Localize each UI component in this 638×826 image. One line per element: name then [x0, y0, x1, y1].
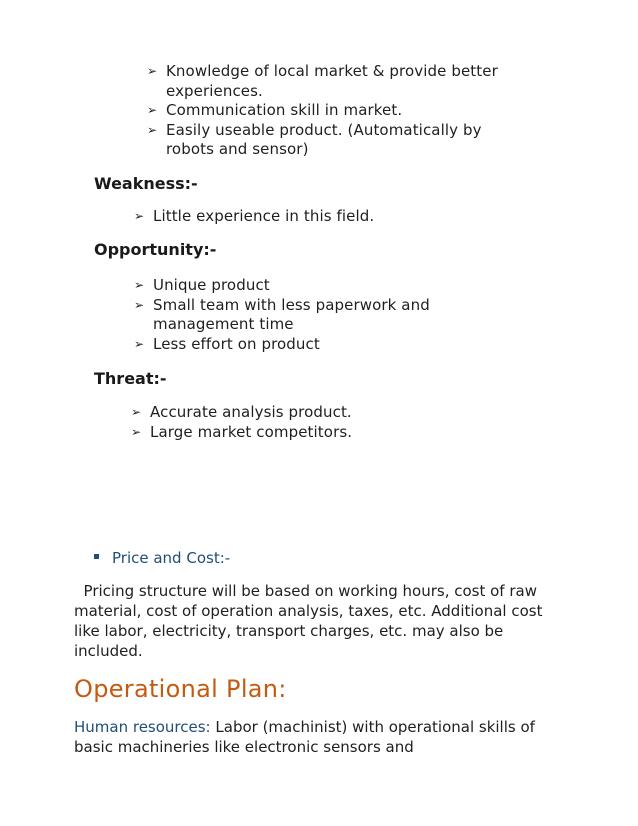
pricing-paragraph-text: Pricing structure will be based on working hours, cost of raw material, cost of operation analysis, taxes, etc. Additional cost like labor, electricity, transport charges, etc. may also be included. [74, 582, 543, 660]
arrow-bullet-icon: ➢ [147, 64, 158, 78]
strengths-list [147, 62, 537, 160]
list-item [134, 207, 534, 227]
arrow-bullet-icon: ➢ [147, 103, 158, 117]
arrow-bullet-icon: ➢ [131, 424, 142, 439]
weakness-heading: Weakness:- [94, 174, 198, 193]
threat-list [131, 403, 531, 442]
list-item [147, 62, 537, 101]
arrow-bullet-icon: ➢ [131, 405, 142, 419]
list-item-text: Unique product [153, 276, 270, 294]
threat-heading: Threat:- [94, 369, 167, 388]
list-item [131, 423, 531, 443]
list-item [134, 296, 464, 335]
opportunity-list [134, 276, 464, 354]
arrow-bullet-icon: ➢ [134, 336, 145, 351]
square-bullet-icon [94, 554, 99, 559]
list-item [134, 335, 464, 355]
list-item [131, 403, 531, 423]
list-item-text: Accurate analysis product. [150, 403, 352, 421]
human-resources-label: Human resources: [74, 718, 211, 736]
list-item-text: Large market competitors. [150, 422, 353, 441]
list-item-text: Easily useable product. (Automatically by robots and sensor) [166, 120, 482, 158]
human-resources-paragraph [74, 717, 554, 757]
operational-plan-title: Operational Plan: [74, 675, 287, 703]
list-item-text: Less effort on product [153, 334, 320, 353]
arrow-bullet-icon: ➢ [134, 209, 145, 223]
arrow-bullet-icon: ➢ [147, 122, 158, 137]
list-item [147, 121, 526, 160]
price-cost-bullet [94, 548, 230, 568]
list-item [134, 276, 464, 296]
weakness-list [134, 207, 534, 227]
human-resources-text: Labor (machinist) with operational skills of basic machineries like electronic sensors and [74, 718, 535, 756]
list-item-text: Small team with less paperwork and management time [153, 295, 430, 333]
arrow-bullet-icon: ➢ [134, 278, 145, 292]
list-item-text: Little experience in this field. [153, 207, 375, 225]
list-item-text: Knowledge of local market & provide better experiences. [166, 62, 498, 100]
list-item [147, 101, 537, 121]
pricing-paragraph [74, 581, 554, 661]
list-item-text: Communication skill in market. [166, 101, 403, 119]
arrow-bullet-icon: ➢ [134, 297, 145, 312]
opportunity-heading: Opportunity:- [94, 240, 217, 259]
price-cost-label: Price and Cost:- [112, 549, 231, 567]
